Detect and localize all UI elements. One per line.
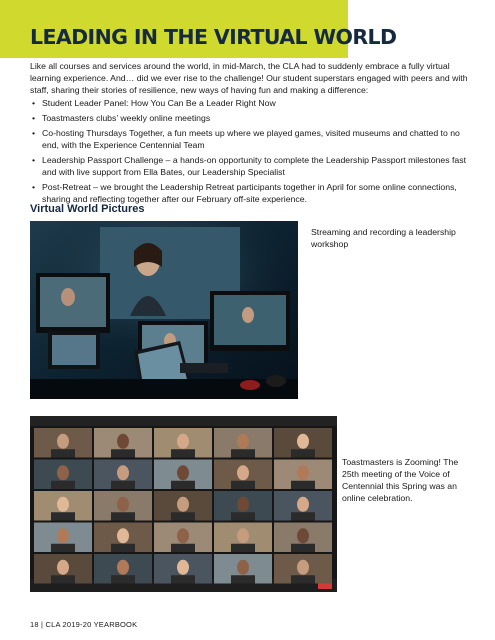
participant-face [177, 528, 189, 543]
participant-face [57, 465, 69, 480]
photo-caption: Streaming and recording a leadership workshop [311, 227, 456, 249]
participant-body [51, 449, 75, 457]
participant-face [57, 560, 69, 575]
participant-body [111, 512, 135, 520]
intro-paragraph: Like all courses and services around the world, in mid-March, the CLA had to suddenly embrace a fully virtual learning experience. And… did we ever rise to the challenge! Our student superstars engaged with peers and with staff, sharing their stories of resilience, new ways of having fun and making a difference: [30, 61, 468, 95]
list-item: • Co-hosting Thursdays Together, a fun meets up where we played games, visited museums and chatted to no end, with the Experience Centennial Team [30, 127, 470, 151]
participant-face [297, 497, 309, 512]
participant-body [51, 512, 75, 520]
participant-body [291, 512, 315, 520]
page-title: LEADING IN THE VIRTUAL WORLD [30, 25, 397, 49]
participant-body [231, 575, 255, 583]
participant-face [57, 434, 69, 449]
participant-body [291, 544, 315, 552]
participant-body [291, 449, 315, 457]
participant-body [171, 512, 195, 520]
participant-body [111, 575, 135, 583]
participant-face [57, 528, 69, 543]
participant-face [117, 560, 129, 575]
participant-face [57, 497, 69, 512]
participant-body [231, 512, 255, 520]
list-item: • Student Leader Panel: How You Can Be a Leader Right Now [30, 97, 470, 109]
list-item: • Toastmasters clubs’ weekly online meetings [30, 112, 470, 124]
participant-face [237, 497, 249, 512]
participant-face [177, 497, 189, 512]
participant-face [297, 560, 309, 575]
participant-body [111, 449, 135, 457]
participant-face [297, 434, 309, 449]
participant-face [177, 560, 189, 575]
participant-face [297, 465, 309, 480]
participant-body [51, 544, 75, 552]
workshop-streaming-photo [30, 221, 298, 399]
zoom-meeting-photo [30, 416, 337, 592]
participant-body [51, 481, 75, 489]
participant-body [231, 544, 255, 552]
list-item: • Leadership Passport Challenge – a hands-on opportunity to complete the Leadership Passport milestones fast and with live support from Ella Bates, our Leadership Specialist [30, 154, 470, 178]
participant-face [177, 434, 189, 449]
participant-body [231, 449, 255, 457]
participant-body [51, 575, 75, 583]
participant-face [237, 434, 249, 449]
participant-body [171, 449, 195, 457]
participant-body [171, 544, 195, 552]
participant-face [177, 465, 189, 480]
participant-face [237, 528, 249, 543]
participant-face [117, 497, 129, 512]
activity-list [30, 97, 470, 208]
participant-face [237, 560, 249, 575]
participant-body [171, 575, 195, 583]
photo-caption: Toastmasters is Zooming! The 25th meeting of the Voice of Centennial this Spring was an online celebration. [342, 457, 459, 503]
participant-body [111, 481, 135, 489]
participant-body [231, 481, 255, 489]
participant-face [117, 465, 129, 480]
participant-face [117, 528, 129, 543]
page-footer: 18 | CLA 2019-20 YEARBOOK [30, 620, 138, 629]
participant-body [111, 544, 135, 552]
list-item: • Post-Retreat – we brought the Leadership Retreat participants together in April for some online connections, sharing and reflecting together after our February off-site experience. [30, 181, 470, 205]
participant-body [171, 481, 195, 489]
participant-face [297, 528, 309, 543]
participant-body [291, 575, 315, 583]
participant-face [237, 465, 249, 480]
participant-face [117, 434, 129, 449]
participant-body [291, 481, 315, 489]
section-heading: Virtual World Pictures [30, 203, 145, 215]
